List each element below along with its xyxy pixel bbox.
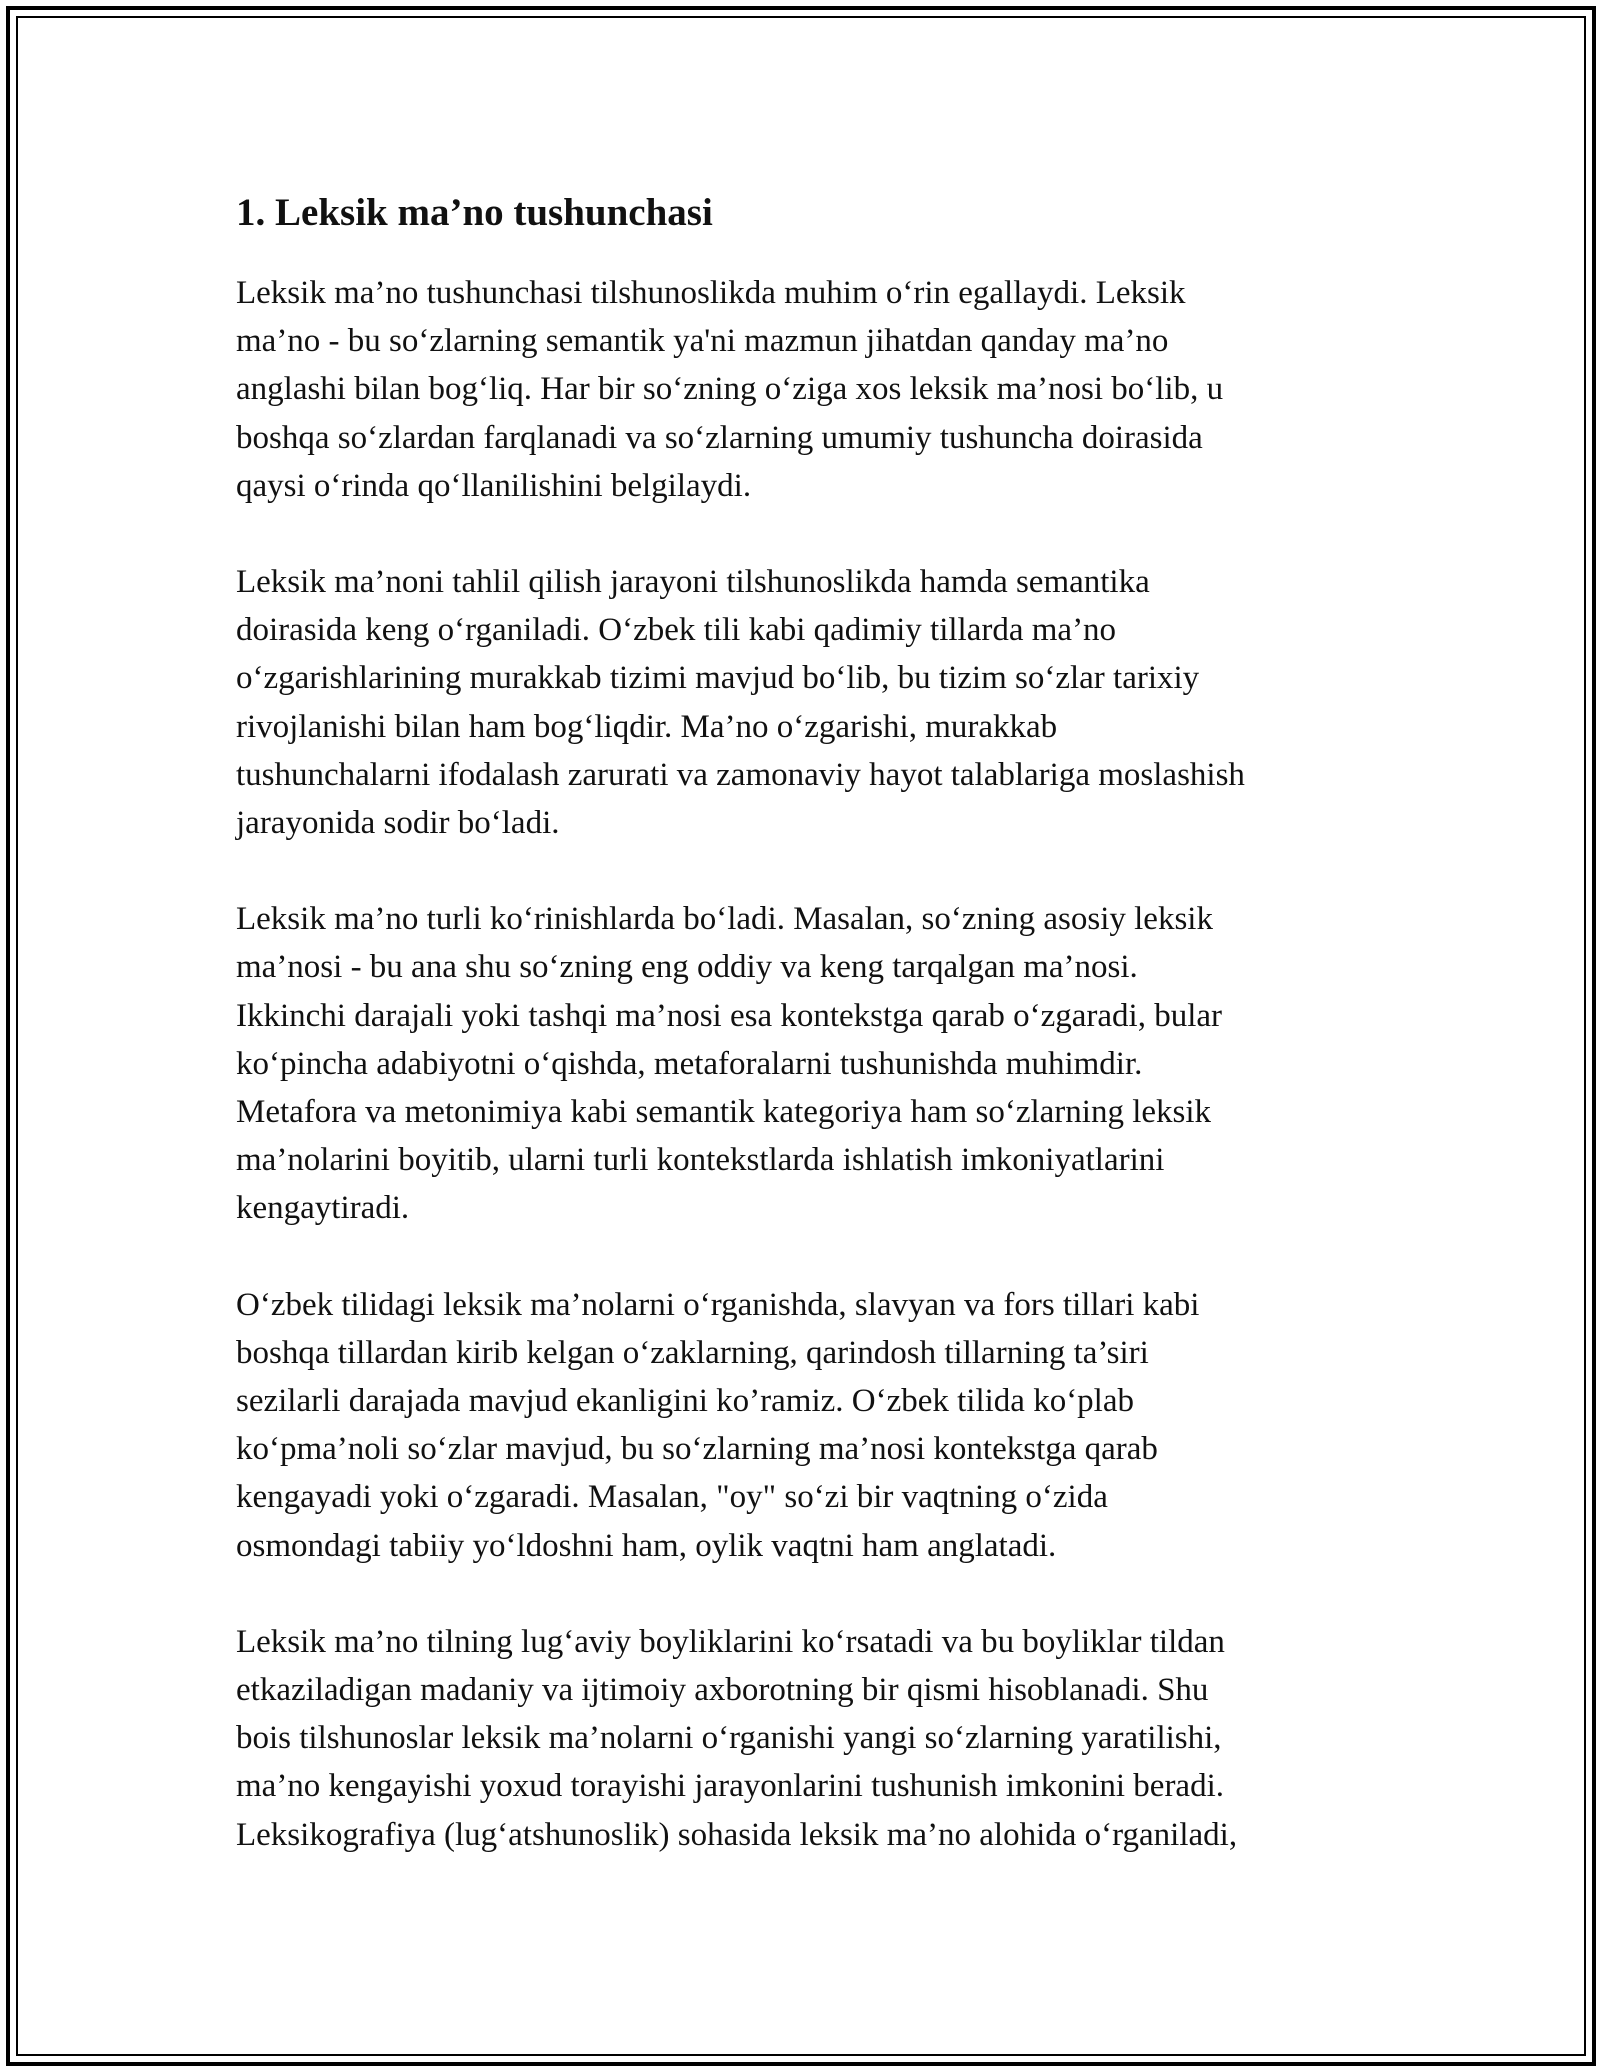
text-line: Leksik ma’no tushunchasi tilshunoslikda muhim o‘rin egallaydi. Leksik bbox=[236, 275, 1186, 311]
text-line: boshqa tillardan kirib kelgan o‘zaklarning, qarindosh tillarning ta’siri bbox=[236, 1334, 1149, 1371]
text-line: ko‘pincha adabiyotni o‘qishda, metaforalarni tushunishda muhimdir. bbox=[236, 1045, 1143, 1082]
text-line: kengaytiradi. bbox=[236, 1190, 410, 1227]
text-line: jarayonida sodir bo‘ladi. bbox=[236, 805, 560, 842]
text-line: doirasida keng o‘rganiladi. O‘zbek tili kabi qadimiy tillarda ma’no bbox=[236, 612, 1117, 649]
paragraph-1 bbox=[236, 269, 1366, 510]
text-line: boshqa so‘zlardan farqlanadi va so‘zlarning umumiy tushuncha doirasida bbox=[236, 419, 1203, 456]
text-line: Leksik ma’noni tahlil qilish jarayoni tilshunoslikda hamda semantika bbox=[236, 564, 1150, 601]
paragraph-3 bbox=[236, 895, 1366, 1232]
document-body bbox=[236, 185, 1366, 1907]
text-line: sezilarli darajada mavjud ekanligini ko’ramiz. O‘zbek tilida ko‘plab bbox=[236, 1383, 1134, 1420]
section-heading: 1. Leksik ma’no tushunchasi bbox=[236, 191, 713, 234]
text-line: kengayadi yoki o‘zgaradi. Masalan, "oy" so‘zi bir vaqtning o‘zida bbox=[236, 1479, 1108, 1516]
text-line: ma’no - bu so‘zlarning semantik ya'ni mazmun jihatdan qanday ma’no bbox=[236, 323, 1169, 360]
paragraph-4 bbox=[236, 1281, 1366, 1570]
text-line: tushunchalarni ifodalash zarurati va zamonaviy hayot talablariga moslashish bbox=[236, 756, 1245, 793]
text-line: qaysi o‘rinda qo‘llanilishini belgilaydi. bbox=[236, 467, 752, 504]
text-line: ma’no kengayishi yoxud torayishi jarayonlarini tushunish imkonini beradi. bbox=[236, 1768, 1225, 1805]
text-line: ma’nosi - bu ana shu so‘zning eng oddiy va keng tarqalgan ma’nosi. bbox=[236, 949, 1138, 986]
text-line: osmondagi tabiiy yo‘ldoshni ham, oylik vaqtni ham anglatadi. bbox=[236, 1527, 1057, 1564]
text-line: rivojlanishi bilan ham bog‘liqdir. Ma’no o‘zgarishi, murakkab bbox=[236, 708, 1058, 745]
text-line: Leksik ma’no turli ko‘rinishlarda bo‘ladi. Masalan, so‘zning asosiy leksik bbox=[236, 901, 1213, 938]
paragraph-2 bbox=[236, 558, 1366, 847]
text-line: o‘zgarishlarining murakkab tizimi mavjud bo‘lib, bu tizim so‘zlar tarixiy bbox=[236, 660, 1200, 697]
paragraph-5 bbox=[236, 1618, 1366, 1859]
text-line: etkaziladigan madaniy va ijtimoiy axborotning bir qismi hisoblanadi. Shu bbox=[236, 1672, 1209, 1709]
text-line: Metafora va metonimiya kabi semantik kategoriya ham so‘zlarning leksik bbox=[236, 1094, 1212, 1131]
text-line: anglashi bilan bog‘liq. Har bir so‘zning o‘ziga xos leksik ma’nosi bo‘lib, u bbox=[236, 371, 1224, 408]
text-line: ko‘pma’noli so‘zlar mavjud, bu so‘zlarning ma’nosi kontekstga qarab bbox=[236, 1431, 1158, 1468]
text-line: Leksikografiya (lug‘atshunoslik) sohasida leksik ma’no alohida o‘rganiladi, bbox=[236, 1816, 1238, 1853]
text-line: ma’nolarini boyitib, ularni turli kontekstlarda ishlatish imkoniyatlarini bbox=[236, 1142, 1165, 1179]
text-line: Leksik ma’no tilning lug‘aviy boyliklarini ko‘rsatadi va bu boyliklar tildan bbox=[236, 1623, 1225, 1660]
text-line: O‘zbek tilidagi leksik ma’nolarni o‘rganishda, slavyan va fors tillari kabi bbox=[236, 1286, 1200, 1323]
text-line: bois tilshunoslar leksik ma’nolarni o‘rganishi yangi so‘zlarning yaratilishi, bbox=[236, 1720, 1222, 1757]
text-line: Ikkinchi darajali yoki tashqi ma’nosi esa kontekstga qarab o‘zgaradi, bular bbox=[236, 997, 1223, 1034]
